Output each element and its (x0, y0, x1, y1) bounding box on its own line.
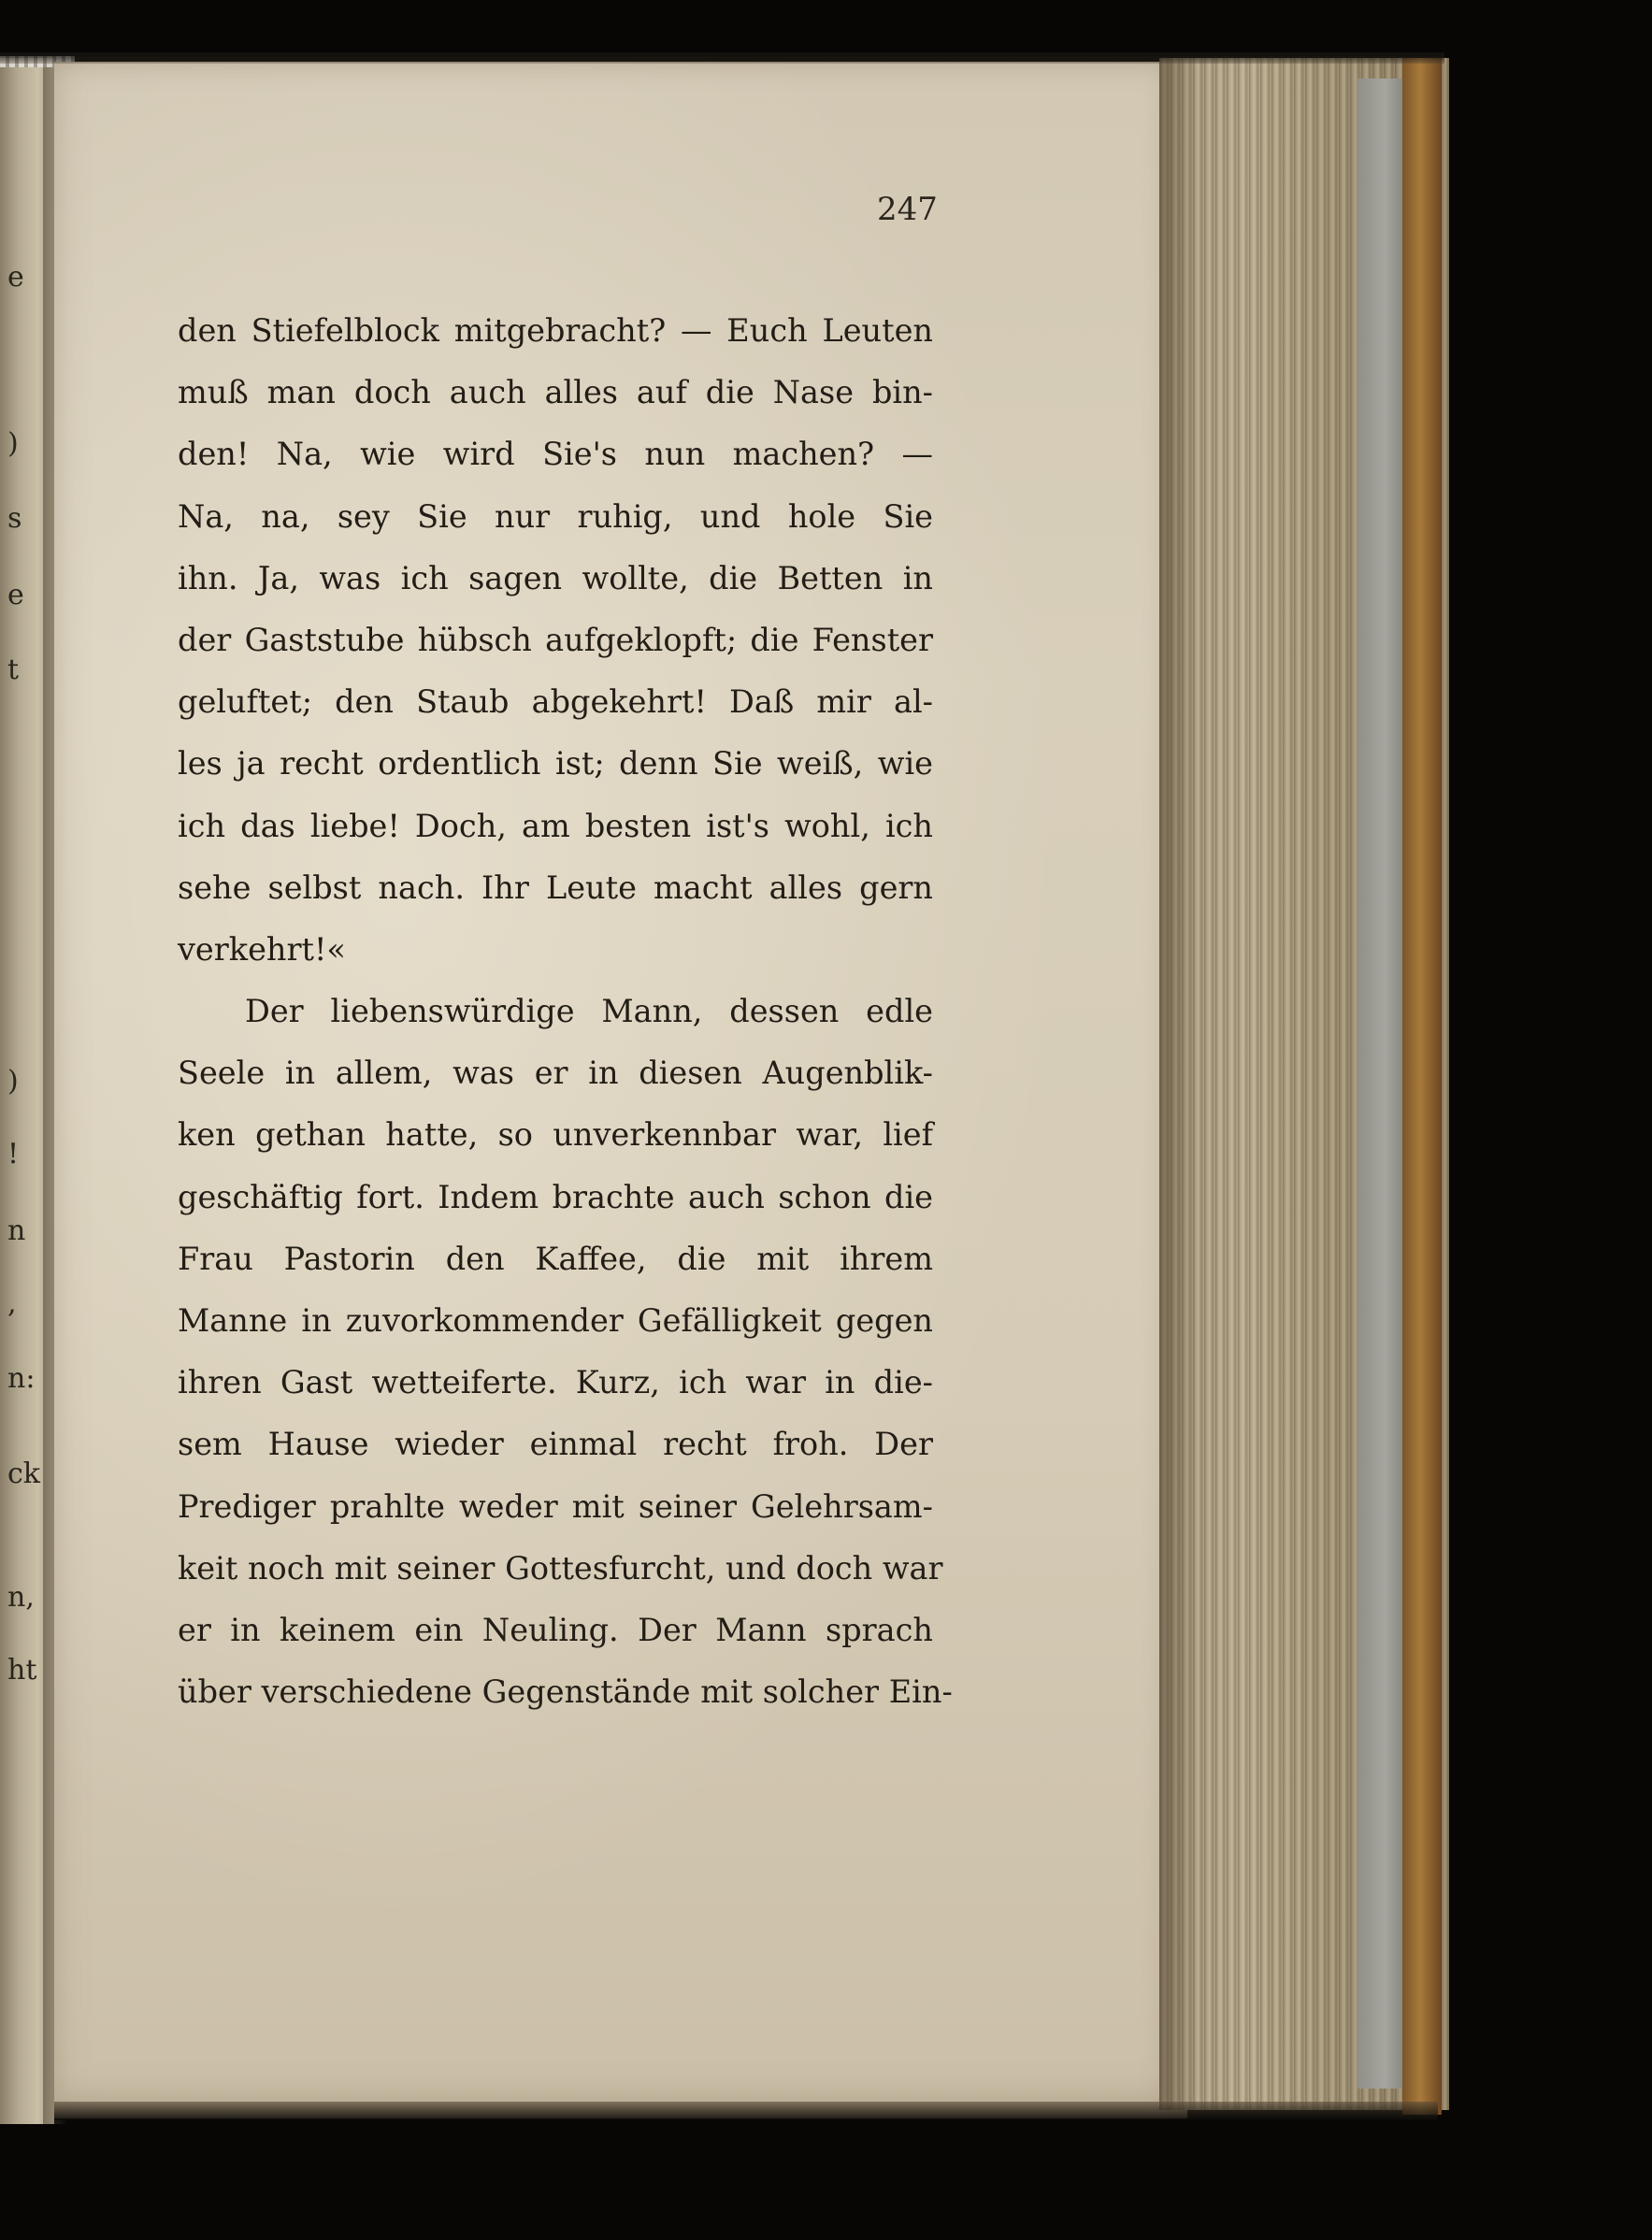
text-line: Na, na, sey Sie nur ruhig, und hole Sie (178, 497, 933, 535)
left-page-fragment: e (7, 261, 24, 294)
left-page-fragment: ht (7, 1654, 37, 1687)
text-line: ich das liebe! Doch, am besten ist's wohl, ich (178, 807, 933, 844)
text-line: Seele in allem, was er in diesen Augenblik- (178, 1055, 933, 1092)
text-line: les ja recht ordentlich ist; denn Sie weiß, wie (178, 745, 933, 783)
text-line: er in keinem ein Neuling. Der Mann sprach (178, 1611, 933, 1648)
text-line: muß man doch auch alles auf die Nase bin- (178, 374, 933, 411)
text-line: über verschiedene Gegenstände mit solcher Ein- (178, 1673, 953, 1711)
page-edge-shadow (1159, 58, 1197, 2110)
page-text (178, 300, 953, 1723)
text-line: keit noch mit seiner Gottesfurcht, und doch war (178, 1549, 943, 1587)
top-shadow (0, 52, 1444, 64)
text-line: ken gethan hatte, so unverkennbar war, lief (178, 1116, 933, 1154)
left-page-fragment: n: (7, 1362, 36, 1395)
text-line: ihren Gast wetteiferte. Kurz, ich war in die- (178, 1364, 933, 1401)
left-page-fragment: , (7, 1287, 17, 1320)
book-page (54, 62, 1187, 2118)
paragraph-start-line: Der liebenswürdige Mann, dessen edle (245, 993, 933, 1030)
book-cover-edge (1402, 58, 1442, 2115)
left-page-fragment: ) (7, 427, 19, 460)
text-line: ihn. Ja, was ich sagen wollte, die Betten in (178, 559, 933, 596)
text-line: verkehrt!« (178, 930, 346, 968)
text-line: den! Na, wie wird Sie's nun machen? — (178, 436, 933, 473)
bottom-shadow (54, 2102, 1438, 2120)
text-line: sehe selbst nach. Ihr Leute macht alles gern (178, 869, 933, 906)
text-line: geluftet; den Staub abgekehrt! Daß mir al- (178, 683, 933, 721)
text-line: sem Hause wieder einmal recht froh. Der (178, 1426, 933, 1463)
left-page-fragment: ) (7, 1065, 19, 1098)
left-page-fragment: e (7, 579, 24, 611)
left-page-fragment: t (7, 653, 20, 686)
left-page-fragment: ck (7, 1457, 40, 1490)
left-page-fragment: s (7, 502, 22, 535)
page-number: 247 (877, 191, 938, 228)
left-page-fragment: n, (7, 1581, 35, 1614)
left-page-fragment: n (7, 1214, 26, 1247)
text-line: der Gaststube hübsch aufgeklopft; die Fenster (178, 621, 933, 658)
text-line: Manne in zuvorkommender Gefälligkeit gegen (178, 1302, 933, 1339)
text-line: den Stiefelblock mitgebracht? — Euch Leuten (178, 312, 933, 349)
text-line: geschäftig fort. Indem brachte auch schon die (178, 1178, 933, 1215)
text-line: Frau Pastorin den Kaffee, die mit ihrem (178, 1240, 933, 1277)
left-page-fragment: ! (7, 1138, 20, 1170)
text-line: Prediger prahlte weder mit seiner Gelehrsam- (178, 1487, 933, 1525)
